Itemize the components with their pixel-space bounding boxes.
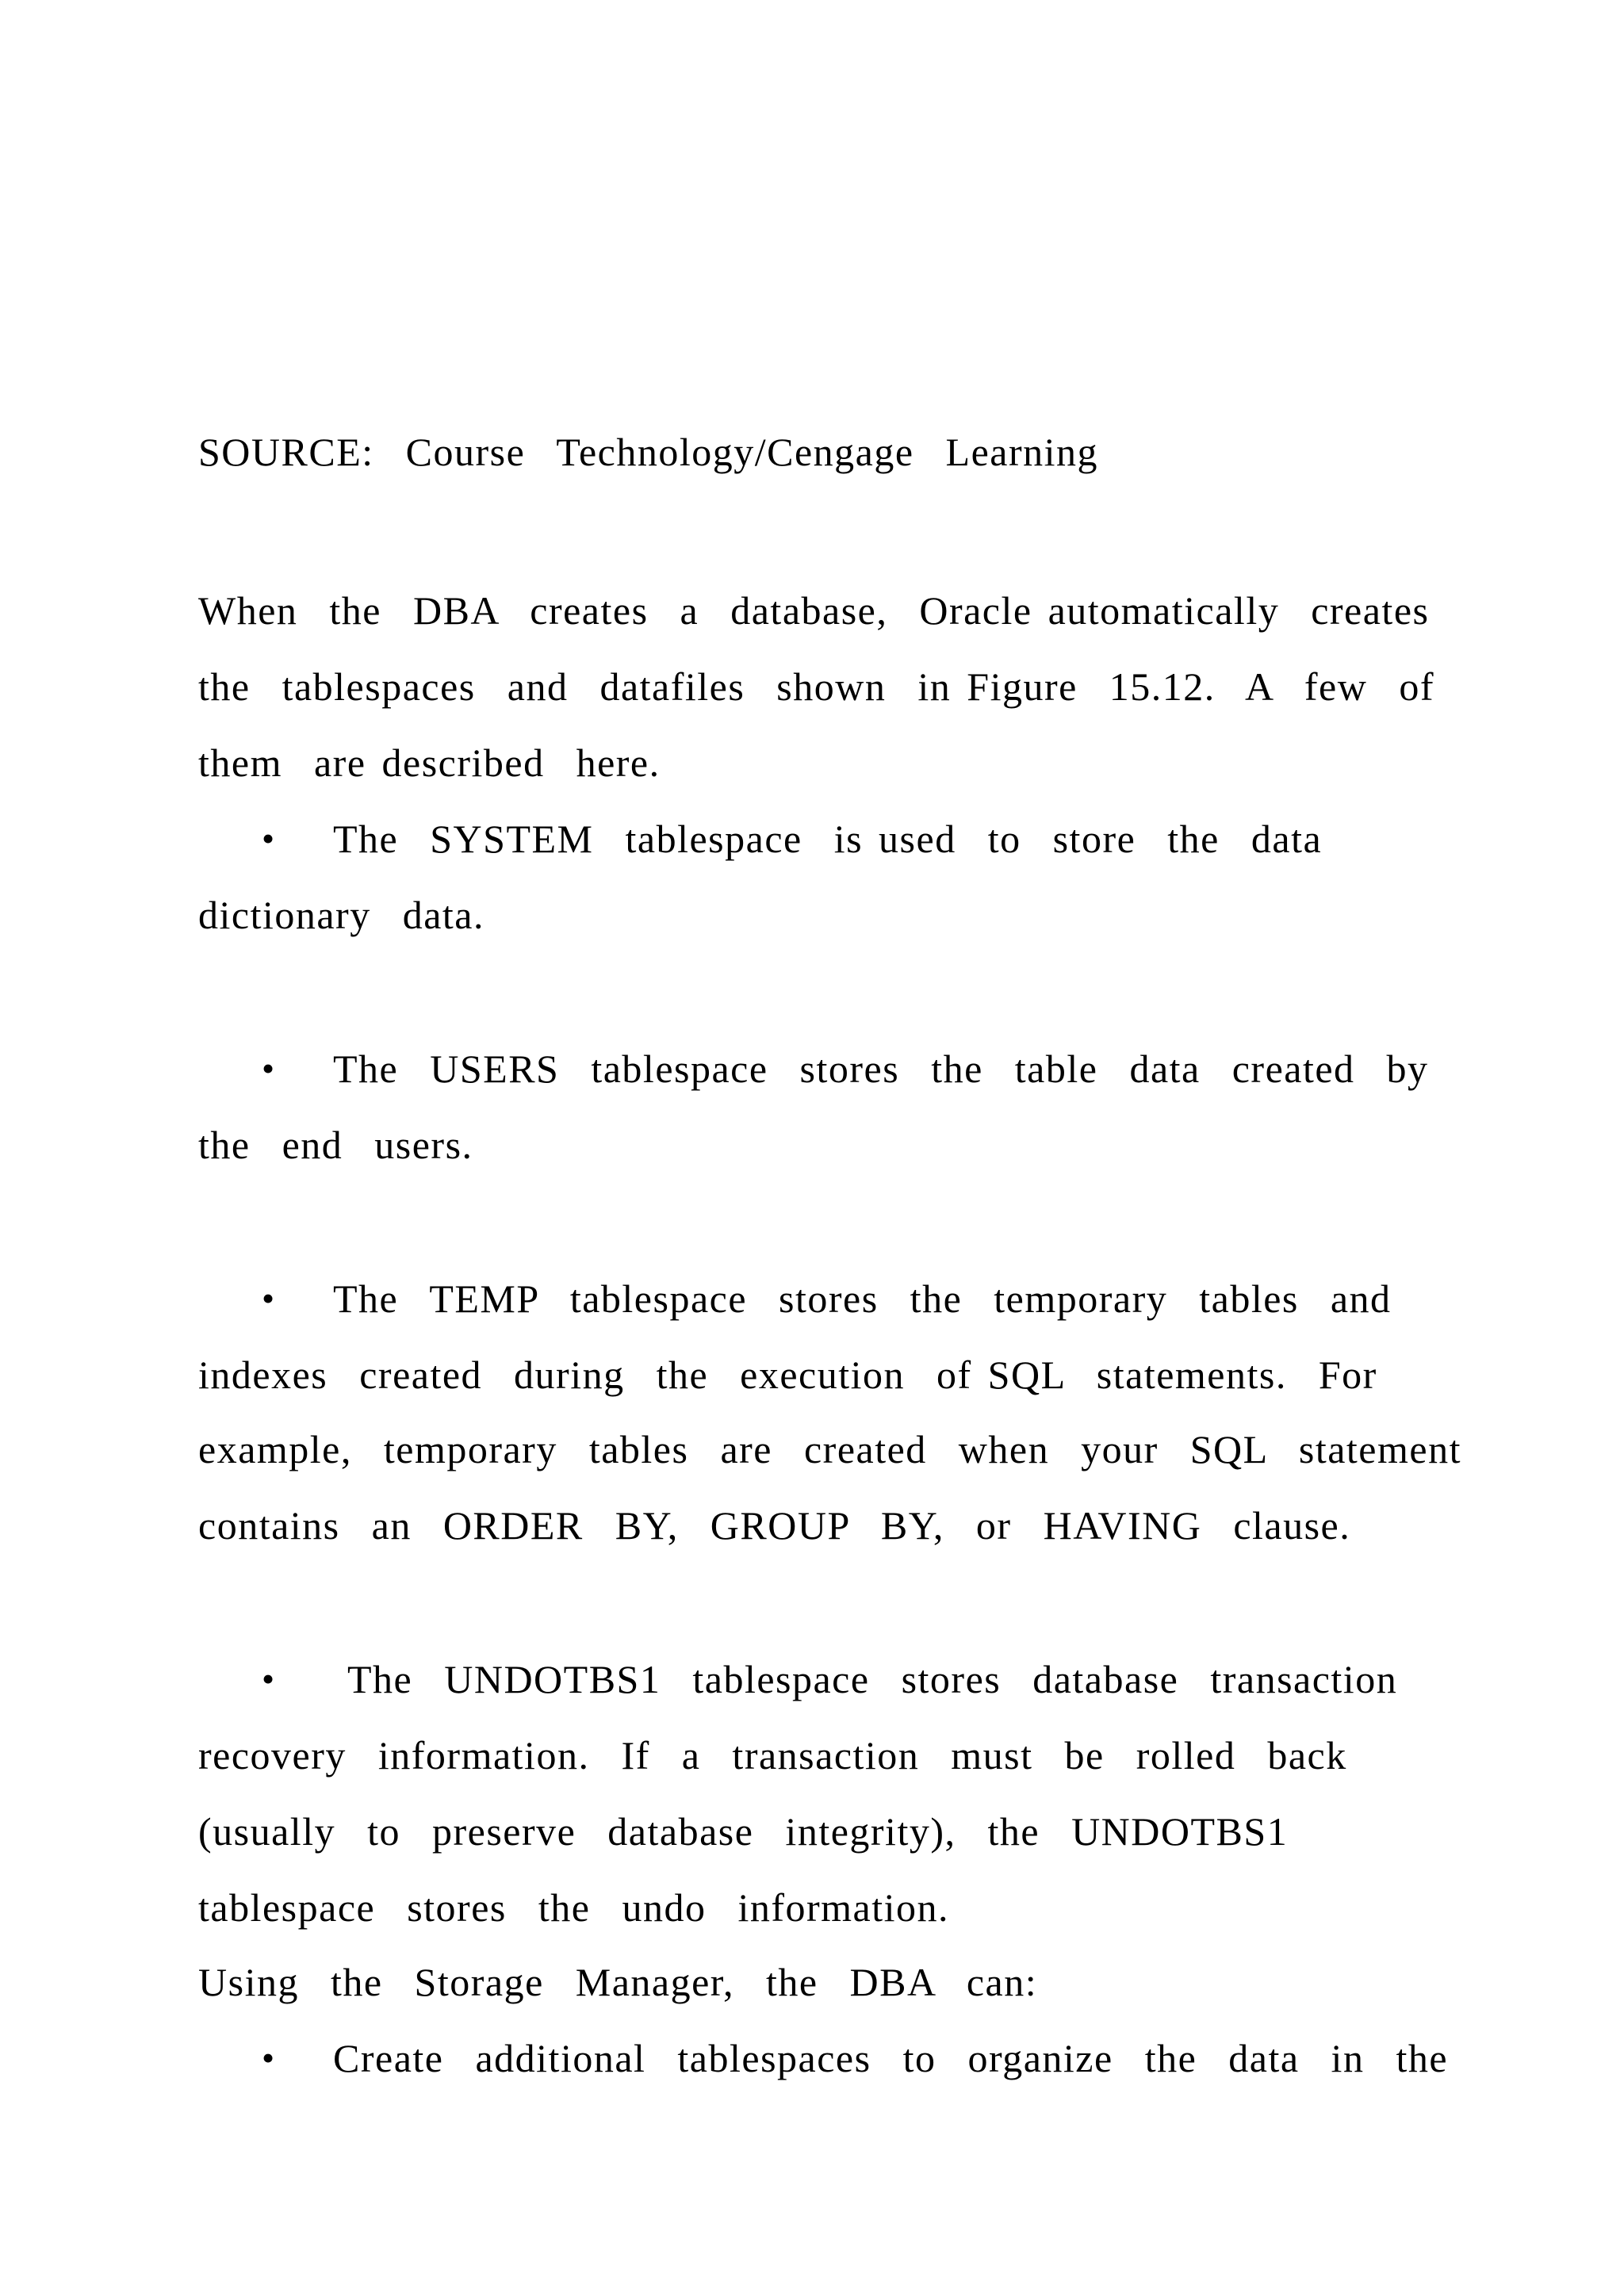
bullet-temp-line-1: The TEMP tablespace stores the temporary tables and <box>333 1276 1392 1321</box>
bullet-create-line-1: Create additional tablespaces to organize the data in the <box>333 2036 1449 2080</box>
intro-line-3: them are described here. <box>198 740 661 785</box>
bullet-undotbs1-line-4: tablespace stores the undo information. <box>198 1885 949 1930</box>
storage-manager-intro: Using the Storage Manager, the DBA can: <box>198 1960 1038 2004</box>
bullet-temp-line-2: indexes created during the execution of SQL statements. For <box>198 1353 1377 1397</box>
bullet-undotbs1-line-1: The UNDOTBS1 tablespace stores database transaction <box>347 1657 1398 1701</box>
bullet-marker-undotbs1: • <box>262 1659 275 1699</box>
bullet-undotbs1-line-2: recovery information. If a transaction must be rolled back <box>198 1733 1347 1777</box>
bullet-users-line-2: the end users. <box>198 1123 473 1167</box>
bullet-undotbs1-line-3: (usually to preserve database integrity), the UNDOTBS1 <box>198 1809 1289 1854</box>
source-credit: SOURCE: Course Technology/Cengage Learning <box>198 430 1099 474</box>
bullet-marker-create: • <box>262 2038 275 2078</box>
intro-line-1: When the DBA creates a database, Oracle automatically creates <box>198 588 1430 633</box>
bullet-temp-line-4: contains an ORDER BY, GROUP BY, or HAVING clause. <box>198 1503 1351 1548</box>
bullet-marker-temp: • <box>262 1278 275 1318</box>
bullet-system-line-1: The SYSTEM tablespace is used to store the data <box>333 817 1323 861</box>
bullet-temp-line-3: example, temporary tables are created when your SQL statement <box>198 1427 1461 1471</box>
bullet-users-line-1: The USERS tablespace stores the table data created by <box>333 1047 1429 1091</box>
bullet-marker-system: • <box>262 818 275 859</box>
bullet-marker-users: • <box>262 1048 275 1089</box>
bullet-system-line-2: dictionary data. <box>198 893 485 937</box>
intro-line-2: the tablespaces and datafiles shown in Figure 15.12. A few of <box>198 664 1434 709</box>
